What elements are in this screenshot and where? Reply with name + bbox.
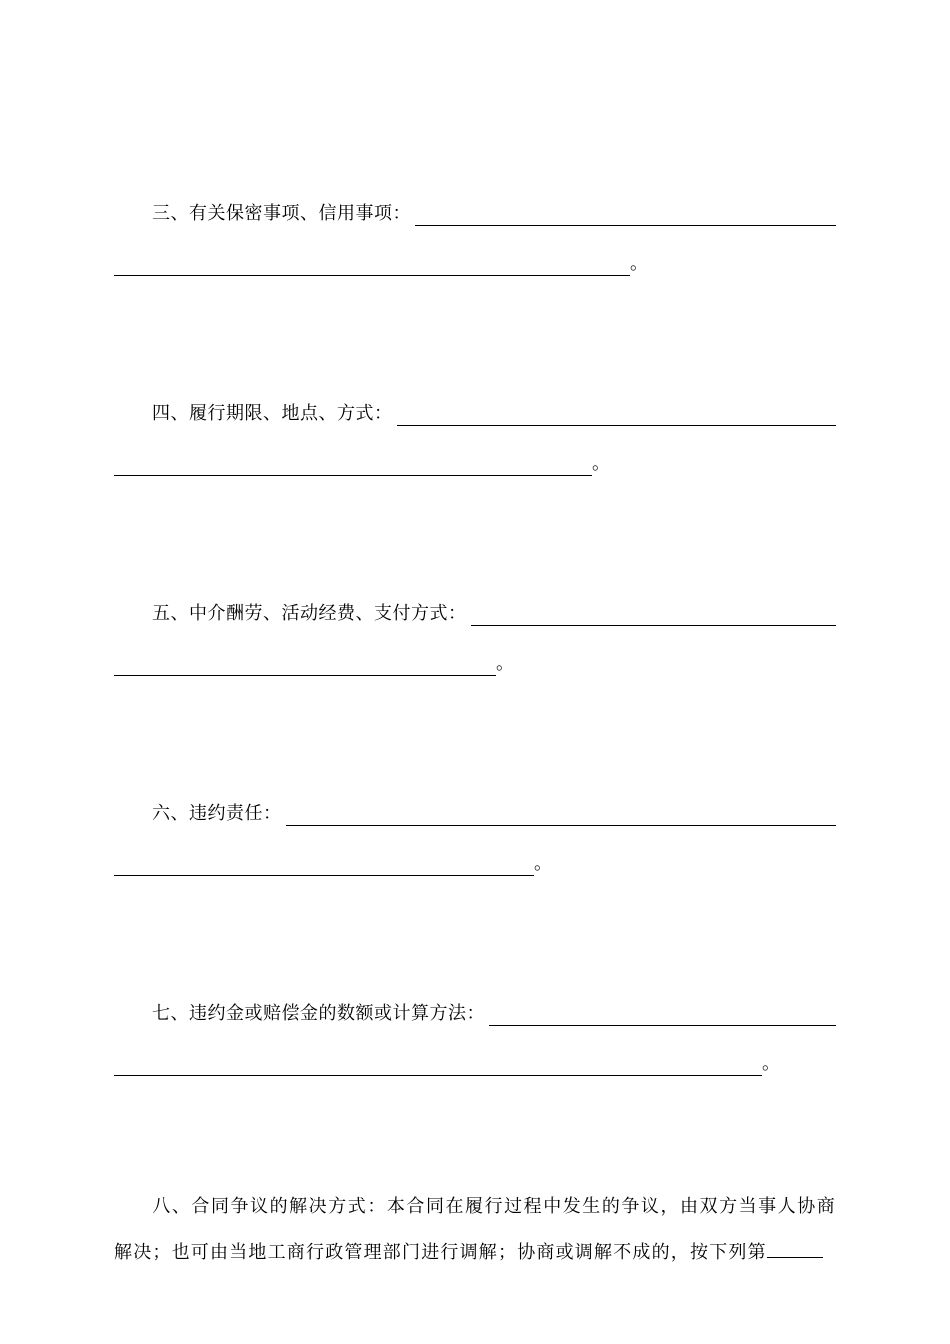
clause-6-label: 六、违约责任： [152, 803, 282, 824]
clause-5-blank-1[interactable] [471, 605, 837, 626]
clause-4-line-2 [114, 448, 836, 476]
clause-3-line-1 [114, 198, 836, 226]
clause-8-blank[interactable] [767, 1239, 823, 1258]
clause-6-blank-1[interactable] [286, 805, 837, 826]
clause-7-line-2 [114, 1048, 836, 1076]
clause-7-end: 。 [762, 1053, 780, 1074]
clause-3-line-2 [114, 248, 836, 276]
clause-5-blank-2[interactable] [114, 655, 496, 676]
clause-4-line-1 [114, 398, 836, 426]
clause-7-line-1 [114, 998, 836, 1026]
clause-3-label: 三、有关保密事项、信用事项： [152, 203, 411, 224]
clause-8-text: 八、合同争议的解决方式：本合同在履行过程中发生的争议，由双方当事人协商解决；也可由当地工商行政管理部门进行调解；协商或调解不成的，按下列第 [114, 1196, 836, 1263]
clause-5-line-1 [114, 598, 836, 626]
clause-6-blank-2[interactable] [114, 855, 534, 876]
clause-7-blank-2[interactable] [114, 1055, 762, 1076]
clause-3-blank-1[interactable] [415, 205, 836, 226]
clause-6-line-2 [114, 848, 836, 876]
clause-4-end: 。 [592, 453, 610, 474]
clause-7-blank-1[interactable] [489, 1005, 836, 1026]
clause-5-end: 。 [496, 653, 514, 674]
clause-4-label: 四、履行期限、地点、方式： [152, 403, 393, 424]
clause-4-blank-2[interactable] [114, 455, 592, 476]
clause-8-paragraph [114, 1184, 836, 1276]
clause-3-blank-2[interactable] [114, 255, 630, 276]
clause-7-label: 七、违约金或赔偿金的数额或计算方法： [152, 1003, 485, 1024]
clause-6-end: 。 [534, 853, 552, 874]
clause-5-line-2 [114, 648, 836, 676]
clause-6-line-1 [114, 798, 836, 826]
clause-5-label: 五、中介酬劳、活动经费、支付方式： [152, 603, 467, 624]
clause-4-blank-1[interactable] [397, 405, 837, 426]
clause-3-end: 。 [630, 253, 648, 274]
